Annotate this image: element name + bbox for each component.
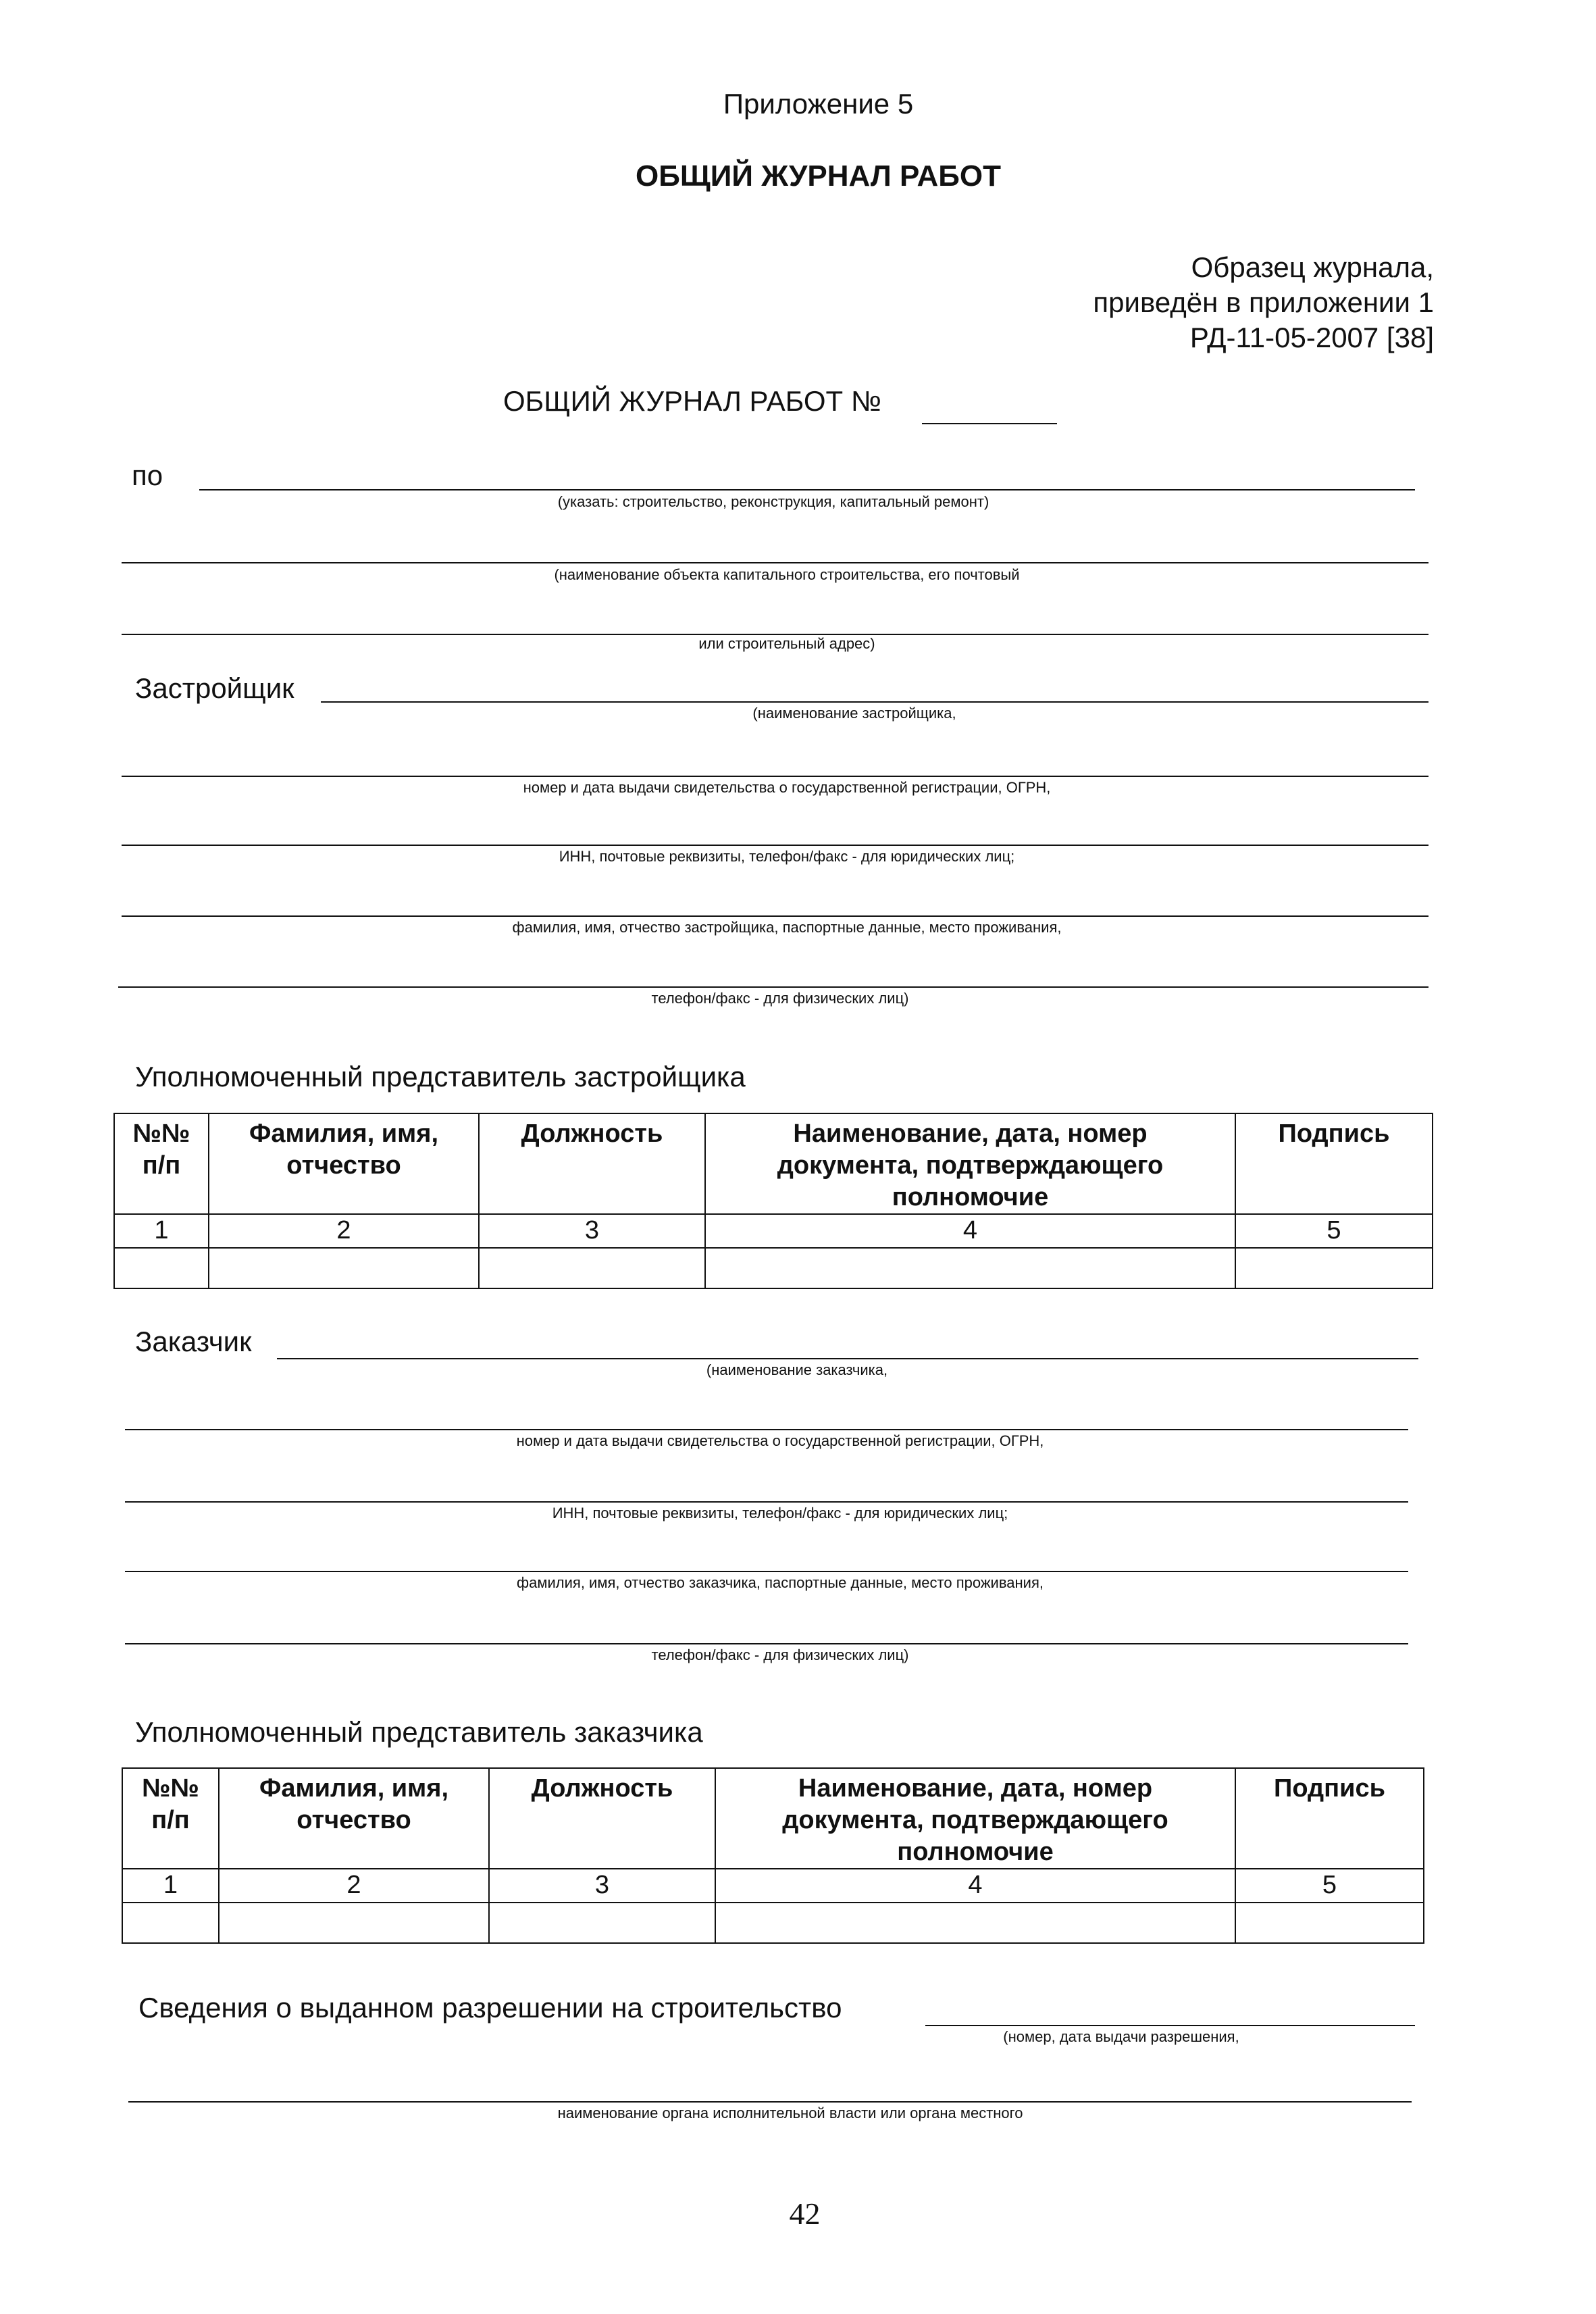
- table-row: [122, 1869, 1424, 1903]
- journal-number-field[interactable]: [922, 423, 1057, 424]
- column-number: 4: [715, 1869, 1235, 1903]
- customer-label: Заказчик: [135, 1326, 252, 1357]
- table-cell[interactable]: [479, 1248, 705, 1288]
- customer-registration-field[interactable]: [125, 1429, 1408, 1430]
- caption-developer-inn: ИНН, почтовые реквизиты, телефон/факс - для юридических лиц;: [555, 848, 1019, 865]
- object-name-field[interactable]: [122, 562, 1428, 563]
- customer-person-field[interactable]: [125, 1571, 1408, 1572]
- table-cell[interactable]: [489, 1903, 715, 1943]
- table-cell[interactable]: [715, 1903, 1235, 1943]
- table-cell[interactable]: [1235, 1903, 1424, 1943]
- table-row: [114, 1214, 1433, 1248]
- table-cell[interactable]: [114, 1248, 209, 1288]
- sample-note: [1093, 250, 1434, 355]
- caption-construction-type: (указать: строительство, реконструкция, капитальный ремонт): [554, 493, 994, 511]
- customer-rep-title: Уполномоченный представитель заказчика: [135, 1716, 703, 1748]
- column-number: 5: [1235, 1214, 1433, 1248]
- caption-object-name: (наименование объекта капитального строительства, его почтовый: [550, 566, 1023, 584]
- table-header-row: [122, 1768, 1424, 1869]
- caption-developer-person: фамилия, имя, отчество застройщика, паспортные данные, место проживания,: [509, 919, 1066, 936]
- sample-note-line: приведён в приложении 1: [1093, 286, 1434, 318]
- header-cell-number: №№ п/п: [122, 1768, 219, 1869]
- developer-label: Застройщик: [135, 672, 294, 704]
- header-cell-position: Должность: [479, 1113, 705, 1214]
- caption-customer-person: фамилия, имя, отчество заказчика, паспортные данные, место проживания,: [513, 1574, 1048, 1592]
- developer-registration-field[interactable]: [122, 776, 1428, 777]
- construction-type-field[interactable]: [199, 489, 1415, 491]
- column-number: 1: [114, 1214, 209, 1248]
- table-cell[interactable]: [219, 1903, 489, 1943]
- customer-inn-field[interactable]: [125, 1501, 1408, 1503]
- header-cell-signature: Подпись: [1235, 1768, 1424, 1869]
- header-cell-document: Наименование, дата, номер документа, подтверждающего полномочие: [705, 1113, 1235, 1214]
- customer-rep-table: [122, 1767, 1424, 1944]
- table-cell[interactable]: [1235, 1248, 1433, 1288]
- caption-object-address: или строительный адрес): [694, 635, 879, 653]
- permit-number-field[interactable]: [925, 2025, 1415, 2026]
- developer-rep-title: Уполномоченный представитель застройщика: [135, 1061, 746, 1092]
- caption-developer-phone: телефон/факс - для физических лиц): [647, 990, 912, 1007]
- caption-developer-registration: номер и дата выдачи свидетельства о государственной регистрации, ОГРН,: [519, 779, 1055, 797]
- document-title: ОБЩИЙ ЖУРНАЛ РАБОТ: [636, 159, 1001, 193]
- header-cell-position: Должность: [489, 1768, 715, 1869]
- developer-rep-table: [113, 1113, 1433, 1289]
- column-number: 3: [489, 1869, 715, 1903]
- page-number: 42: [789, 2196, 821, 2231]
- header-cell-document: Наименование, дата, номер документа, подтверждающего полномочие: [715, 1768, 1235, 1869]
- table-cell[interactable]: [122, 1903, 219, 1943]
- sample-note-line: Образец журнала,: [1191, 251, 1434, 283]
- column-number: 2: [209, 1214, 479, 1248]
- table-row: [122, 1903, 1424, 1943]
- caption-developer-name: (наименование застройщика,: [748, 705, 960, 722]
- by-label: по: [132, 459, 163, 491]
- caption-customer-inn: ИНН, почтовые реквизиты, телефон/факс - для юридических лиц;: [548, 1505, 1012, 1522]
- sample-note-line: РД-11-05-2007 [38]: [1189, 322, 1434, 353]
- header-cell-name: Фамилия, имя, отчество: [209, 1113, 479, 1214]
- caption-customer-name: (наименование заказчика,: [702, 1361, 892, 1379]
- developer-person-field[interactable]: [122, 915, 1428, 917]
- permit-label: Сведения о выданном разрешении на строительство: [138, 1992, 842, 2023]
- column-number: 5: [1235, 1869, 1424, 1903]
- caption-permit-number: (номер, дата выдачи разрешения,: [999, 2028, 1243, 2046]
- table-row: [114, 1248, 1433, 1288]
- permit-authority-field[interactable]: [128, 2101, 1412, 2103]
- table-header-row: [114, 1113, 1433, 1214]
- header-cell-signature: Подпись: [1235, 1113, 1433, 1214]
- column-number: 1: [122, 1869, 219, 1903]
- table-cell[interactable]: [705, 1248, 1235, 1288]
- journal-title: ОБЩИЙ ЖУРНАЛ РАБОТ №: [503, 385, 881, 417]
- column-number: 3: [479, 1214, 705, 1248]
- column-number: 4: [705, 1214, 1235, 1248]
- table-cell[interactable]: [209, 1248, 479, 1288]
- header-cell-name: Фамилия, имя, отчество: [219, 1768, 489, 1869]
- header-cell-number: №№ п/п: [114, 1113, 209, 1214]
- appendix-label: Приложение 5: [723, 88, 914, 120]
- column-number: 2: [219, 1869, 489, 1903]
- developer-phone-field[interactable]: [118, 986, 1428, 988]
- developer-name-field[interactable]: [321, 701, 1428, 703]
- customer-name-field[interactable]: [277, 1358, 1418, 1359]
- caption-customer-registration: номер и дата выдачи свидетельства о государственной регистрации, ОГРН,: [513, 1432, 1048, 1450]
- caption-customer-phone: телефон/факс - для физических лиц): [647, 1646, 912, 1664]
- developer-inn-field[interactable]: [122, 845, 1428, 846]
- customer-phone-field[interactable]: [125, 1643, 1408, 1644]
- caption-permit-authority: наименование органа исполнительной власти или органа местного: [554, 2105, 1027, 2122]
